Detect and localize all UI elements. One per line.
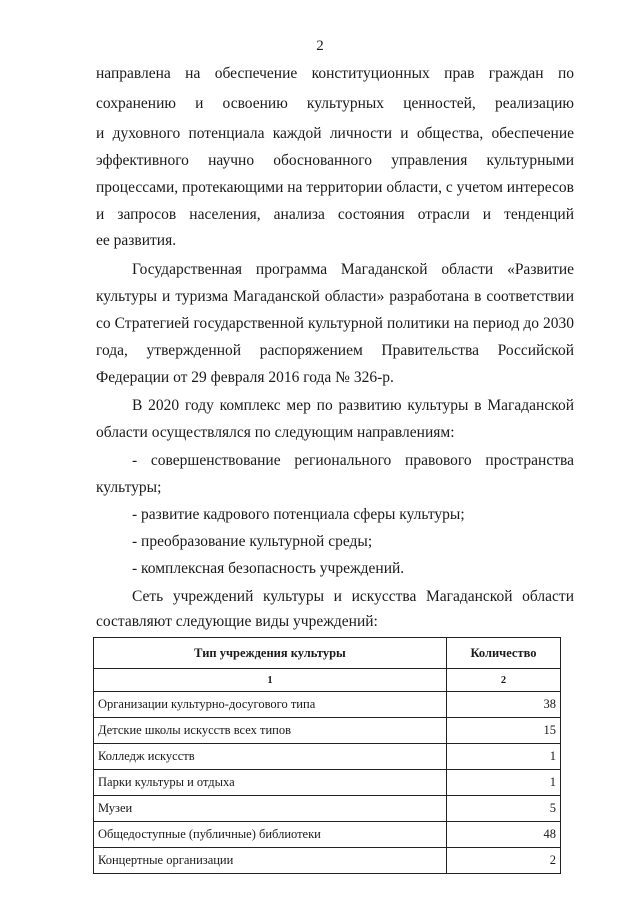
- row-count: 15: [447, 718, 561, 744]
- paragraph-2-line-2: культуры и туризма Магаданской области» разработана в соответствии: [96, 288, 574, 305]
- table-row: [94, 718, 561, 744]
- paragraph-2-line-5: Федерации от 29 февраля 2016 года № 326-р.: [96, 369, 394, 386]
- row-type: Концертные организации: [94, 848, 447, 874]
- paragraph-1-line-1: направлена на обеспечение конституционных прав граждан по: [96, 65, 574, 82]
- row-count: 1: [447, 744, 561, 770]
- table-row: [94, 822, 561, 848]
- column-number-1: 1: [94, 669, 447, 692]
- paragraph-4-line-2: составляют следующие виды учреждений:: [96, 613, 378, 630]
- table-row: [94, 796, 561, 822]
- paragraph-2-line-4: года, утвержденной распоряжением Правительства Российской: [96, 342, 574, 359]
- paragraph-2-line-1: Государственная программа Магаданской области «Развитие: [132, 261, 574, 278]
- row-count: 2: [447, 848, 561, 874]
- paragraph-4-line-1: Сеть учреждений культуры и искусства Магаданской области: [132, 588, 574, 605]
- row-count: 38: [447, 692, 561, 718]
- list-item-4: - комплексная безопасность учреждений.: [132, 560, 405, 577]
- paragraph-1-line-3: и духовного потенциала каждой личности и общества, обеспечение: [96, 125, 574, 142]
- paragraph-1-line-4: эффективного научно обоснованного управления культурными: [96, 152, 574, 169]
- row-type: Детские школы искусств всех типов: [94, 718, 447, 744]
- table-row: [94, 692, 561, 718]
- paragraph-3-line-2: области осуществлялся по следующим направлениям:: [96, 424, 455, 441]
- column-number-row: [94, 669, 561, 692]
- paragraph-1-line-2: сохранению и освоению культурных ценностей, реализацию: [96, 95, 574, 112]
- paragraph-1-line-5: процессами, протекающими на территории области, с учетом интересов: [96, 179, 574, 196]
- paragraph-3-line-1: В 2020 году комплекс мер по развитию культуры в Магаданской: [132, 397, 574, 414]
- table-row: [94, 848, 561, 874]
- list-item-1-line-2: культуры;: [96, 479, 162, 496]
- institutions-table: [93, 637, 561, 874]
- row-type: Общедоступные (публичные) библиотеки: [94, 822, 447, 848]
- paragraph-1-line-6: и запросов населения, анализа состояния отрасли и тенденций: [96, 206, 574, 223]
- list-item-2: - развитие кадрового потенциала сферы культуры;: [132, 506, 465, 523]
- paragraph-2-line-3: со Стратегией государственной культурной политики на период до 2030: [96, 315, 574, 332]
- paragraph-1-line-7: ее развития.: [96, 232, 177, 249]
- row-count: 1: [447, 770, 561, 796]
- header-count: Количество: [447, 638, 561, 669]
- table-row: [94, 770, 561, 796]
- row-type: Музеи: [94, 796, 447, 822]
- list-item-1-line-1: - совершенствование регионального правового пространства: [132, 452, 574, 469]
- row-count: 5: [447, 796, 561, 822]
- row-count: 48: [447, 822, 561, 848]
- row-type: Организации культурно-досугового типа: [94, 692, 447, 718]
- header-type: Тип учреждения культуры: [94, 638, 447, 669]
- table-header-row: [94, 638, 561, 669]
- table-row: [94, 744, 561, 770]
- row-type: Колледж искусств: [94, 744, 447, 770]
- column-number-2: 2: [447, 669, 561, 692]
- list-item-3: - преобразование культурной среды;: [132, 533, 373, 550]
- page-number: 2: [316, 38, 324, 54]
- row-type: Парки культуры и отдыха: [94, 770, 447, 796]
